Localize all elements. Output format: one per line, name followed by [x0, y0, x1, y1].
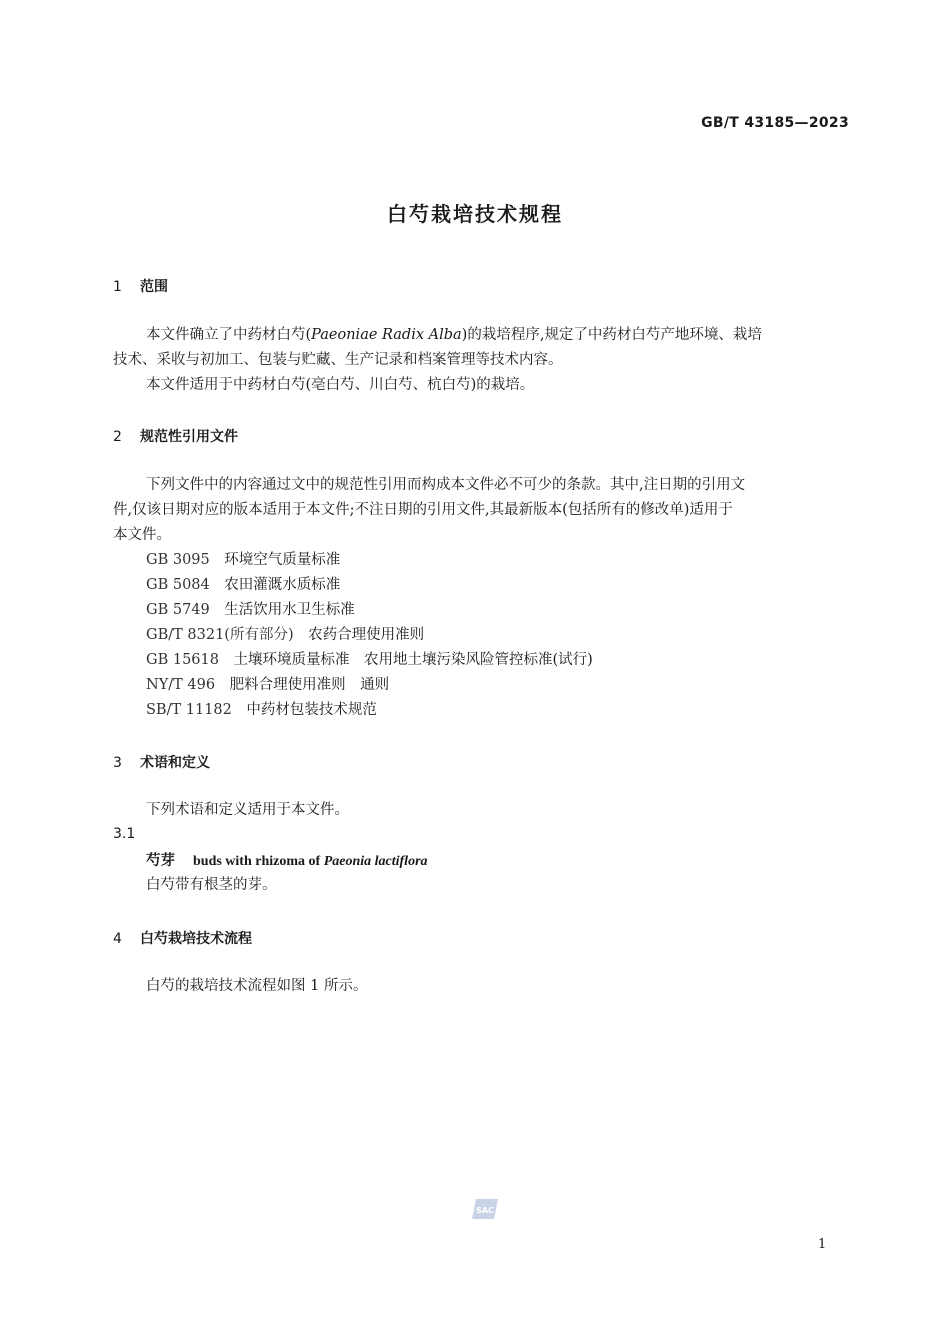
- reference-item: [146, 598, 355, 619]
- reference-title: 生活饮用水卫生标准: [224, 602, 355, 618]
- reference-code: GB 5749: [146, 602, 210, 618]
- reference-code: GB 15618: [146, 652, 219, 668]
- term-entry: [146, 849, 428, 870]
- text-run: buds with rhizoma of: [193, 854, 324, 869]
- reference-title: 中药材包装技术规范: [246, 702, 377, 718]
- section-number: 4: [113, 931, 122, 947]
- term-number: 3.1: [113, 826, 136, 842]
- reference-item: [146, 648, 593, 669]
- section-title: 术语和定义: [140, 755, 210, 771]
- section-2-para-line-2: 件,仅该日期对应的版本适用于本文件;不注日期的引用文件,其最新版本(包括所有的修改单)适用于: [113, 502, 733, 518]
- document-title: 白芍栽培技术规程: [387, 202, 563, 226]
- section-1-para-2: 本文件适用于中药材白芍(亳白芍、川白芍、杭白芍)的栽培。: [146, 377, 535, 393]
- page-number: 1: [818, 1237, 827, 1252]
- text-run: )的栽培程序,规定了中药材白芍产地环境、栽培: [461, 327, 762, 343]
- document-number: GB/T 43185—2023: [701, 115, 849, 131]
- section-number: 1: [113, 279, 122, 295]
- section-3-heading: [113, 752, 210, 772]
- section-title: 规范性引用文件: [140, 429, 238, 445]
- term-chinese: 芍芽: [146, 853, 175, 869]
- reference-code: GB 3095: [146, 552, 210, 568]
- reference-item: [146, 623, 424, 644]
- section-title: 范围: [140, 279, 168, 295]
- reference-title: 土壤环境质量标准 农用地土壤污染风险管控标准(试行): [233, 652, 593, 668]
- sac-logo-icon: [470, 1196, 500, 1222]
- reference-code: NY/T 496: [146, 677, 216, 693]
- reference-code: GB 5084: [146, 577, 210, 593]
- latin-name: Paeoniae Radix Alba: [311, 327, 462, 343]
- section-1-heading: [113, 276, 168, 296]
- section-number: 2: [113, 429, 122, 445]
- section-2-para-line-3: 本文件。: [113, 527, 171, 543]
- section-1-para-1-line-2: 技术、采收与初加工、包装与贮藏、生产记录和档案管理等技术内容。: [113, 352, 563, 368]
- reference-item: [146, 573, 340, 594]
- svg-text:SAC: SAC: [476, 1206, 494, 1215]
- section-2-para-line-1: 下列文件中的内容通过文中的规范性引用而构成本文件必不可少的条款。其中,注日期的引用文: [146, 477, 746, 493]
- section-4-para: 白芍的栽培技术流程如图 1 所示。: [146, 978, 368, 994]
- section-1-para-1-line-1: [146, 323, 762, 348]
- reference-code: GB/T 8321(所有部分): [146, 627, 294, 643]
- section-4-heading: [113, 928, 252, 948]
- reference-title: 环境空气质量标准: [224, 552, 341, 568]
- text-run: 本文件确立了中药材白芍(: [146, 327, 312, 343]
- reference-item: [146, 548, 340, 569]
- section-title: 白芍栽培技术流程: [140, 931, 252, 947]
- reference-item: [146, 698, 377, 719]
- reference-title: 农田灌溉水质标准: [224, 577, 341, 593]
- reference-code: SB/T 11182: [146, 702, 232, 718]
- reference-title: 农药合理使用准则: [308, 627, 425, 643]
- section-2-heading: [113, 426, 238, 446]
- section-number: 3: [113, 755, 122, 771]
- section-3-intro: 下列术语和定义适用于本文件。: [146, 802, 349, 818]
- reference-title: 肥料合理使用准则 通则: [229, 677, 390, 693]
- latin-name: Paeonia lactiflora: [323, 854, 428, 869]
- reference-item: [146, 673, 389, 694]
- term-english: [193, 854, 428, 869]
- term-definition: 白芍带有根茎的芽。: [146, 877, 277, 893]
